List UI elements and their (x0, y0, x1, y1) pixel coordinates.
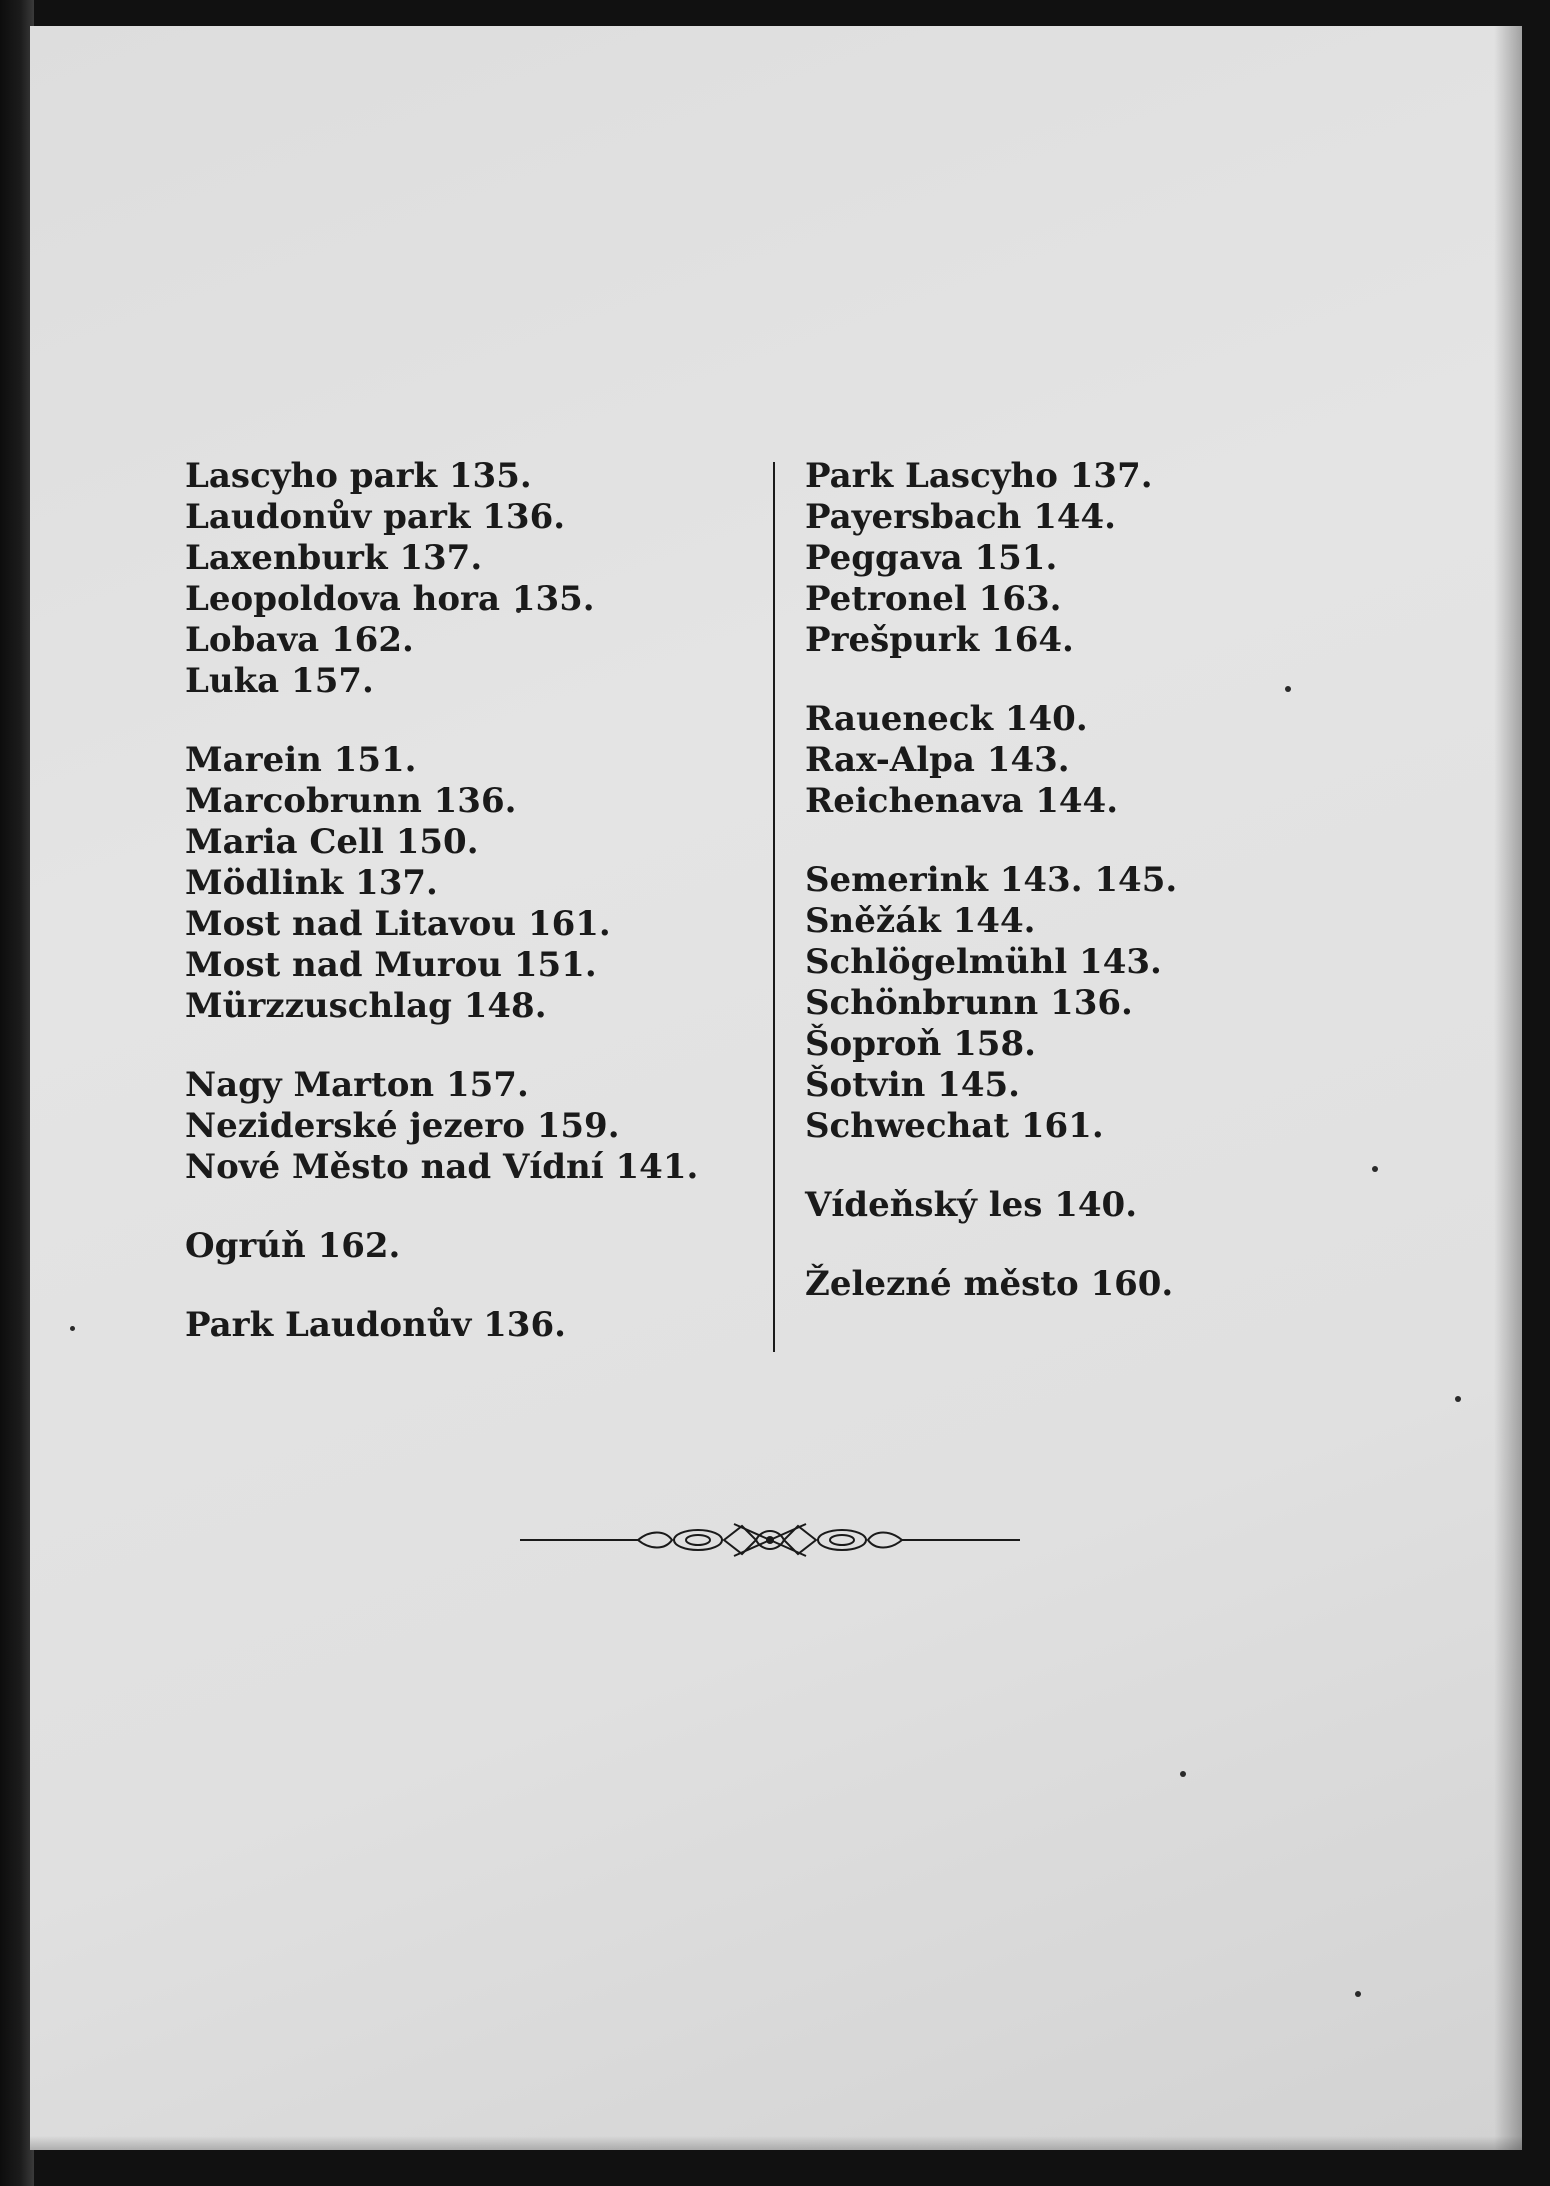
index-entry: Reichenava 144. (805, 781, 1119, 821)
index-entry: Rax-Alpa 143. (805, 740, 1070, 780)
index-entry: Sněžák 144. (805, 901, 1036, 941)
index-entry: Payersbach 144. (805, 497, 1116, 537)
paper-speck (1285, 686, 1291, 692)
paper-speck (1455, 1396, 1461, 1402)
index-entry: Mödlink 137. (185, 863, 438, 903)
index-letter-group (185, 456, 745, 702)
book-page (30, 26, 1522, 2150)
index-entry: Petronel 163. (805, 579, 1062, 619)
index-column-right (805, 456, 1225, 1343)
index-entry: Lascyho park 135. (185, 456, 532, 496)
paper-speck (1355, 1991, 1361, 1997)
page-edge-shadow (1494, 26, 1522, 2150)
index-entry: Železné město 160. (805, 1264, 1174, 1304)
index-entry: Marein 151. (185, 740, 417, 780)
index-entry: Mürzzuschlag 148. (185, 986, 547, 1026)
index-entry: Raueneck 140. (805, 699, 1088, 739)
index-entry: Semerink 143. 145. (805, 860, 1178, 900)
index-entry: Luka 157. (185, 661, 374, 701)
index-entry: Peggava 151. (805, 538, 1058, 578)
index-entry: Park Lascyho 137. (805, 456, 1153, 496)
paper-speck (70, 1326, 75, 1331)
index-entry: Šotvin 145. (805, 1065, 1020, 1105)
index-letter-group (805, 860, 1225, 1147)
index-entry: Vídeňský les 140. (805, 1185, 1138, 1225)
index-entry: Most nad Murou 151. (185, 945, 597, 985)
paper-speck (1180, 1771, 1186, 1777)
index-entry: Prešpurk 164. (805, 620, 1074, 660)
index-letter-group (185, 1305, 745, 1346)
index-entry: Schwechat 161. (805, 1106, 1104, 1146)
index-entry: Laudonův park 136. (185, 497, 566, 537)
index-entry: Neziderské jezero 159. (185, 1106, 620, 1146)
index-entry: Most nad Litavou 161. (185, 904, 611, 944)
page-edge-shadow-bottom (30, 2136, 1522, 2150)
index-letter-group (805, 456, 1225, 661)
index-entry: Ogrúň 162. (185, 1226, 401, 1266)
index-entry: Maria Cell 150. (185, 822, 479, 862)
index-letter-group (185, 740, 745, 1027)
index-entry: Schlögelmühl 143. (805, 942, 1162, 982)
index-entry: Marcobrunn 136. (185, 781, 517, 821)
index-letter-group (185, 1065, 745, 1188)
ornamental-divider-icon (520, 1518, 1020, 1562)
index-entry: Nagy Marton 157. (185, 1065, 529, 1105)
paper-speck (1372, 1166, 1378, 1172)
index-entry: Nové Město nad Vídní 141. (185, 1147, 699, 1187)
column-divider (773, 462, 775, 1352)
index-entry: Lobava 162. (185, 620, 414, 660)
index-entry: Leopoldova hora 135. (185, 579, 595, 619)
index-entry: Šoproň 158. (805, 1024, 1036, 1064)
index-letter-group (805, 1185, 1225, 1226)
index-entry: Laxenburk 137. (185, 538, 483, 578)
index-letter-group (185, 1226, 745, 1267)
index-column-left (185, 456, 745, 1384)
book-binding (0, 0, 34, 2186)
index-letter-group (805, 1264, 1225, 1305)
index-entry: Schönbrunn 136. (805, 983, 1133, 1023)
index-letter-group (805, 699, 1225, 822)
index-entry: Park Laudonův 136. (185, 1305, 566, 1345)
